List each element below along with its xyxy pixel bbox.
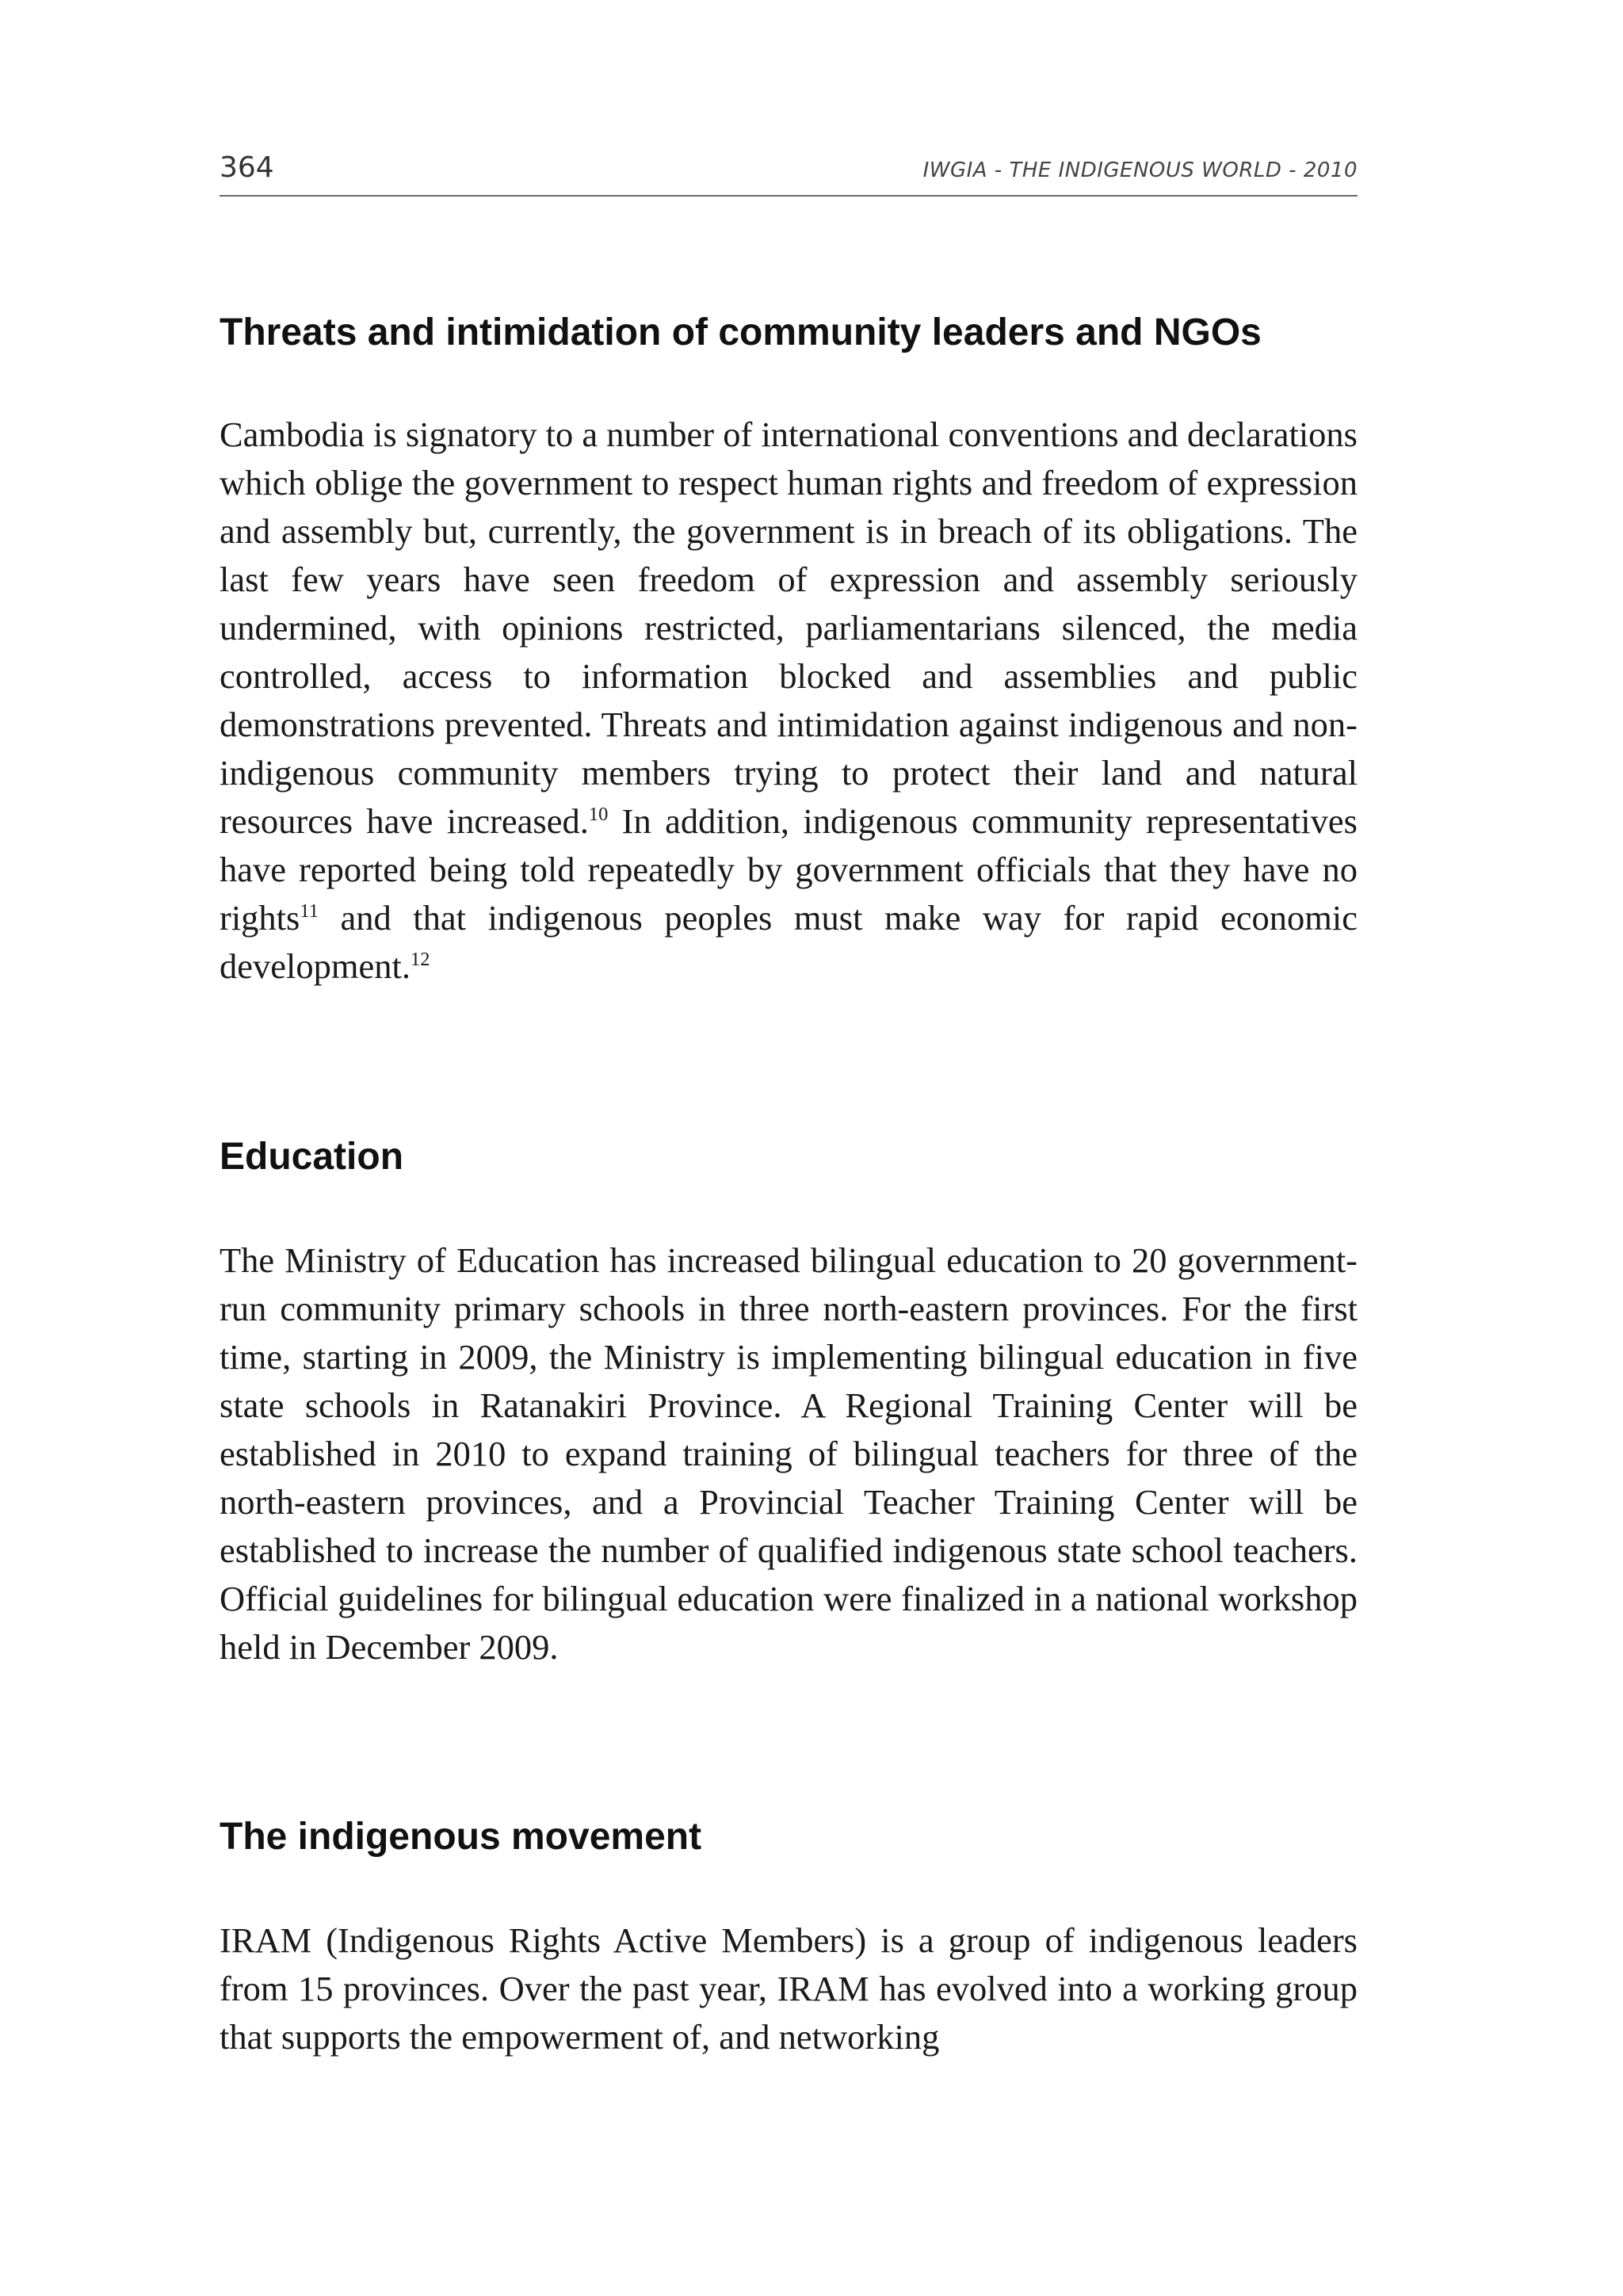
paragraph-threats bbox=[220, 411, 1358, 991]
paragraph-education: The Ministry of Education has increased bilingual education to 20 government-run community primary schools in three north-eastern provinces. For the first time, starting in 2009, the Ministry is implementing bilingual education in five state schools in Ratanakiri Province. A Regional Training Center will be established in 2010 to expand training of bilingual teachers for three of the north-eastern provinces, and a Provincial Teacher Training Center will be established to increase the number of qualified indigenous state school teachers. Official guidelines for bilingual education were finalized in a national workshop held in December 2009. bbox=[220, 1240, 1358, 1667]
footnote-ref-10: 10 bbox=[588, 804, 609, 826]
running-header bbox=[220, 151, 1358, 197]
footnote-ref-11: 11 bbox=[300, 900, 319, 923]
publication-title: IWGIA - THE INDIGENOUS WORLD - 2010 bbox=[922, 159, 1358, 182]
section-heading-education: Education bbox=[220, 1136, 404, 1178]
paragraph-text: Cambodia is signatory to a number of international conventions and declarations which oblige the government to respect human rights and freedom of expression and assembly but, currently, the government is in breach of its obligations. The last few years have seen freedom of expression and assembly seriously undermined, with opinions restricted, parliamentarians silenced, the media controlled, access to information blocked and assemblies and public demonstrations prevented. Threats and intimidation against indigenous and non-indigenous community members trying to protect their land and natural resources have increased. bbox=[220, 415, 1358, 841]
paragraph-indigenous-movement: IRAM (Indigenous Rights Active Members) is a group of indigenous leaders from 15 provinces. Over the past year, IRAM has evolved into a working group that supports the empowerment of, and networking bbox=[220, 1920, 1358, 2057]
paragraph-text: and that indigenous peoples must make way for rapid economic development. bbox=[220, 898, 1358, 986]
section-heading-threats: Threats and intimidation of community leaders and NGOs bbox=[220, 311, 1262, 353]
section-heading-indigenous-movement: The indigenous movement bbox=[220, 1816, 702, 1858]
paragraph-text: In addition, indigenous community representatives have reported being told repeatedly by government officials that they have no rights bbox=[220, 801, 1358, 938]
footnote-ref-12: 12 bbox=[410, 949, 430, 971]
page-number: 364 bbox=[220, 151, 274, 184]
document-page bbox=[220, 0, 1358, 2296]
